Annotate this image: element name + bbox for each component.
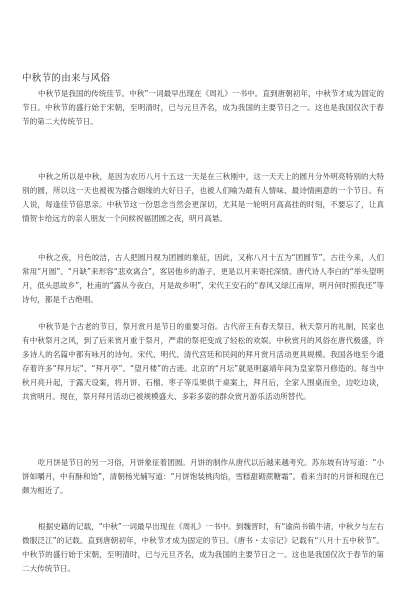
paragraph-5 <box>22 456 384 498</box>
paragraph-1-text: 中秋节是我国的传统佳节。中秋”一词最早出现在《周礼》一书中。直到唐朝初年，中秋节才成为固定的节日。中秋节的盛行始于宋朝，至明清时，已与元旦齐名，成为我国的主要节日之一。这也是我国仅次于春节的第二大传统节日。 <box>22 89 384 126</box>
paragraph-4-text: 中秋节是个古老的节日，祭月赏月是节日的重要习俗。古代帝王有春天祭日，秋天祭月的礼制，民家也有中秋祭月之风，到了后来赏月重于祭月，严肃的祭祀变成了轻松的欢娱。中秋赏月的风俗在唐代极盛，许多诗人的名篇中都有咏月的诗句。宋代、明代、清代宫廷和民间的拜月赏月活动更具规模。我国各地至今遗存着许多“拜月坛”、“拜月亭”、“望月楼”的古迹。北京的“月坛”就是明嘉靖年间为皇家祭月修造的。每当中秋月亮升起，于露天设案，将月饼、石榴、枣子等瓜果供于桌案上，拜月后，全家人围桌而坐，边吃边谈，共赏明月。现在，祭月拜月活动已被规模盛大、多彩多姿的群众赏月游乐活动所替代。 <box>22 322 384 401</box>
paragraph-3 <box>22 251 384 307</box>
paragraph-4 <box>22 320 384 403</box>
paragraph-3-text: 中秋之夜，月色皎洁，古人把圆月视为团圆的象征，因此，又称八月十五为“团圆节”。古往今来，人们常用“月圆”、“月缺”来形容“悲欢离合”，客居他乡的游子，更是以月来寄托深情。唐代诗人李白的“举头望明月，低头思故乡”，杜甫的“露从今夜白，月是故乡明”，宋代王安石的“春风又绿江南岸，明月何时照我还”等诗句，都是千古绝唱。 <box>22 253 384 304</box>
paragraph-1 <box>22 87 384 129</box>
paragraph-6-text: 根据史籍的记载，“中秋”一词最早出现在《周礼》一书中。到魏晋时，有“谕尚书镇牛渚，中秋夕与左右微服泛江”的记载。直到唐朝初年，中秋节才成为固定的节日。《唐书・太宗记》记载有“八月十五中秋节”。中秋节的盛行始于宋朝，至明清时，已与元旦齐名，成为我国的主要节日之一。这也是我国仅次于春节的第二大传统节日。 <box>22 522 384 573</box>
paragraph-2-text: 中秋之所以是中秋，是因为农历八月十五这一天是在三秋刚中，这一天天上的圆月分外明亮特别的大特别的圆，所以这一天也被视为播合姻缘的大好日子，也被人们喻为最有人情味、最诗情画意的一个节日。有人说，每逢佳节倍思亲。中秋节这一份思念当然会更深切，尤其是一轮明月高高挂的时刻，不要忘了，让真情贺卡给远方的亲人朋友一个问候祝福团圆之夜，明月高悬。 <box>22 172 384 223</box>
paragraph-5-text: 吃月饼是节日的另一习俗，月饼象征着团圆。月饼的制作从唐代以后越来越考究。苏东坡有诗写道：“小饼如嚼月，中有酥和饴”，清朝杨光辅写道：“月饼饱装桃肉馅，雪糕甜砌蔗糖霜”。看来当时的月饼和现在已颇为相近了。 <box>22 458 384 495</box>
page-title: 中秋节的由来与风俗 <box>22 73 111 84</box>
paragraph-6 <box>22 520 384 576</box>
paragraph-2 <box>22 170 384 226</box>
